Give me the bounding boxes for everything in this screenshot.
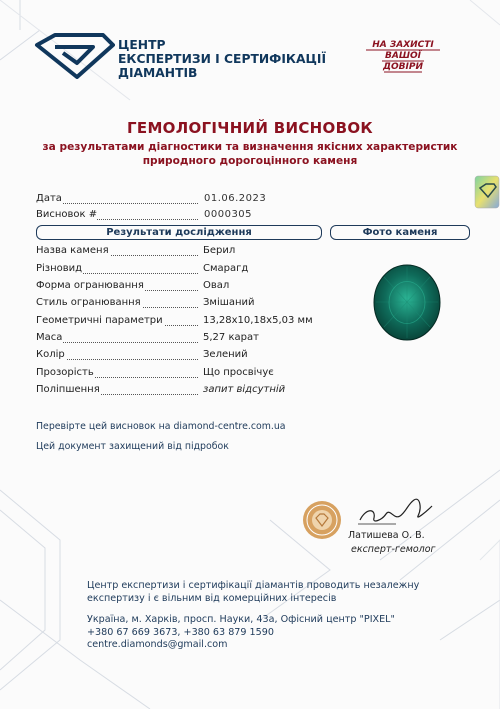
slogan-line-1: НА ЗАХИСТІ [372,40,434,50]
expert-role: експерт-гемолог [351,544,436,555]
certificate-number-value: 0000305 [204,209,253,220]
result-label: Назва каменя [36,245,109,256]
footer-contacts [87,614,395,652]
result-row-treatment [36,384,336,398]
company-logo-icon [33,33,115,79]
date-row [36,193,326,207]
expert-name: Латишева О. В. [348,530,425,541]
result-value: 13,28х10,18х5,03 мм [203,315,313,326]
subtitle-line-2: природного дорогоцінного каменя [142,155,358,167]
result-row-weight [36,332,336,346]
result-label: Прозорість [36,367,94,378]
date-value: 01.06.2023 [204,193,267,204]
hologram-icon [474,175,500,209]
certificate-number-label: Висновок # [36,209,98,220]
footer-line-1: Центр експертизи і сертифікації діамантів проводить незалежну [87,580,420,591]
result-row-dimensions [36,315,336,329]
seal-icon [302,500,342,540]
result-row-variety [36,263,336,277]
result-value: Зелений [203,349,248,360]
result-label: Маса [36,332,63,343]
verify-link[interactable]: Перевірте цей висновок на diamond-centre.com.ua [36,421,286,432]
slogan-line-2: ВАШОЇ [385,51,421,61]
result-label: Форма огранювання [36,280,144,291]
result-value: Що просвічує [203,367,274,378]
result-row-cut-shape [36,280,336,294]
document-title: ГЕМОЛОГІЧНИЙ ВИСНОВОК [127,119,373,137]
organization-name [118,38,326,80]
result-row-color [36,349,336,363]
result-value: Берил [203,245,236,256]
footer-address: Україна, м. Харків, просп. Науки, 43а, Офісний центр "PIXEL" [87,614,395,625]
footer-statement [87,580,419,605]
footer-line-2: експертизу і є вільним від комерційних інтересів [87,592,337,604]
result-label: Стиль огранювання [36,297,141,308]
result-value: Овал [203,280,230,291]
subtitle-line-1: за результатами діагностики та визначення якісних характеристик [42,141,458,153]
result-label: Різновид [36,263,83,274]
footer-phones: +380 67 669 3673, +380 63 879 1590 [87,626,274,638]
photo-heading: Фото каменя [330,225,470,240]
result-label: Колір [36,349,65,360]
org-line-3: ДІАМАНТІВ [118,66,198,80]
result-row-clarity [36,367,336,381]
trust-slogan-badge [362,40,444,74]
emerald-photo [372,263,442,342]
org-line-2: ЕКСПЕРТИЗИ І СЕРТИФІКАЦІЇ [118,52,327,66]
result-label: Поліпшення [36,384,100,395]
anti-counterfeit-note: Цей документ захищений від підробок [36,441,229,452]
results-heading: Результати дослідження [36,225,322,240]
result-row-stone-name [36,245,336,259]
certificate-number-row [36,209,326,223]
document-subtitle [0,140,500,168]
result-value: 5,27 карат [203,332,259,343]
result-row-cut-style [36,297,336,311]
org-line-1: ЦЕНТР [118,38,166,52]
result-value: Смарагд [203,263,249,274]
result-value: запит відсутній [203,384,286,395]
result-label: Геометричні параметри [36,315,163,326]
slogan-line-3: ДОВІРИ [382,62,423,72]
date-label: Дата [36,193,62,204]
result-value: Змішаний [203,297,255,308]
expert-signature [356,490,436,530]
footer-email[interactable]: centre.diamonds@gmail.com [87,639,228,650]
